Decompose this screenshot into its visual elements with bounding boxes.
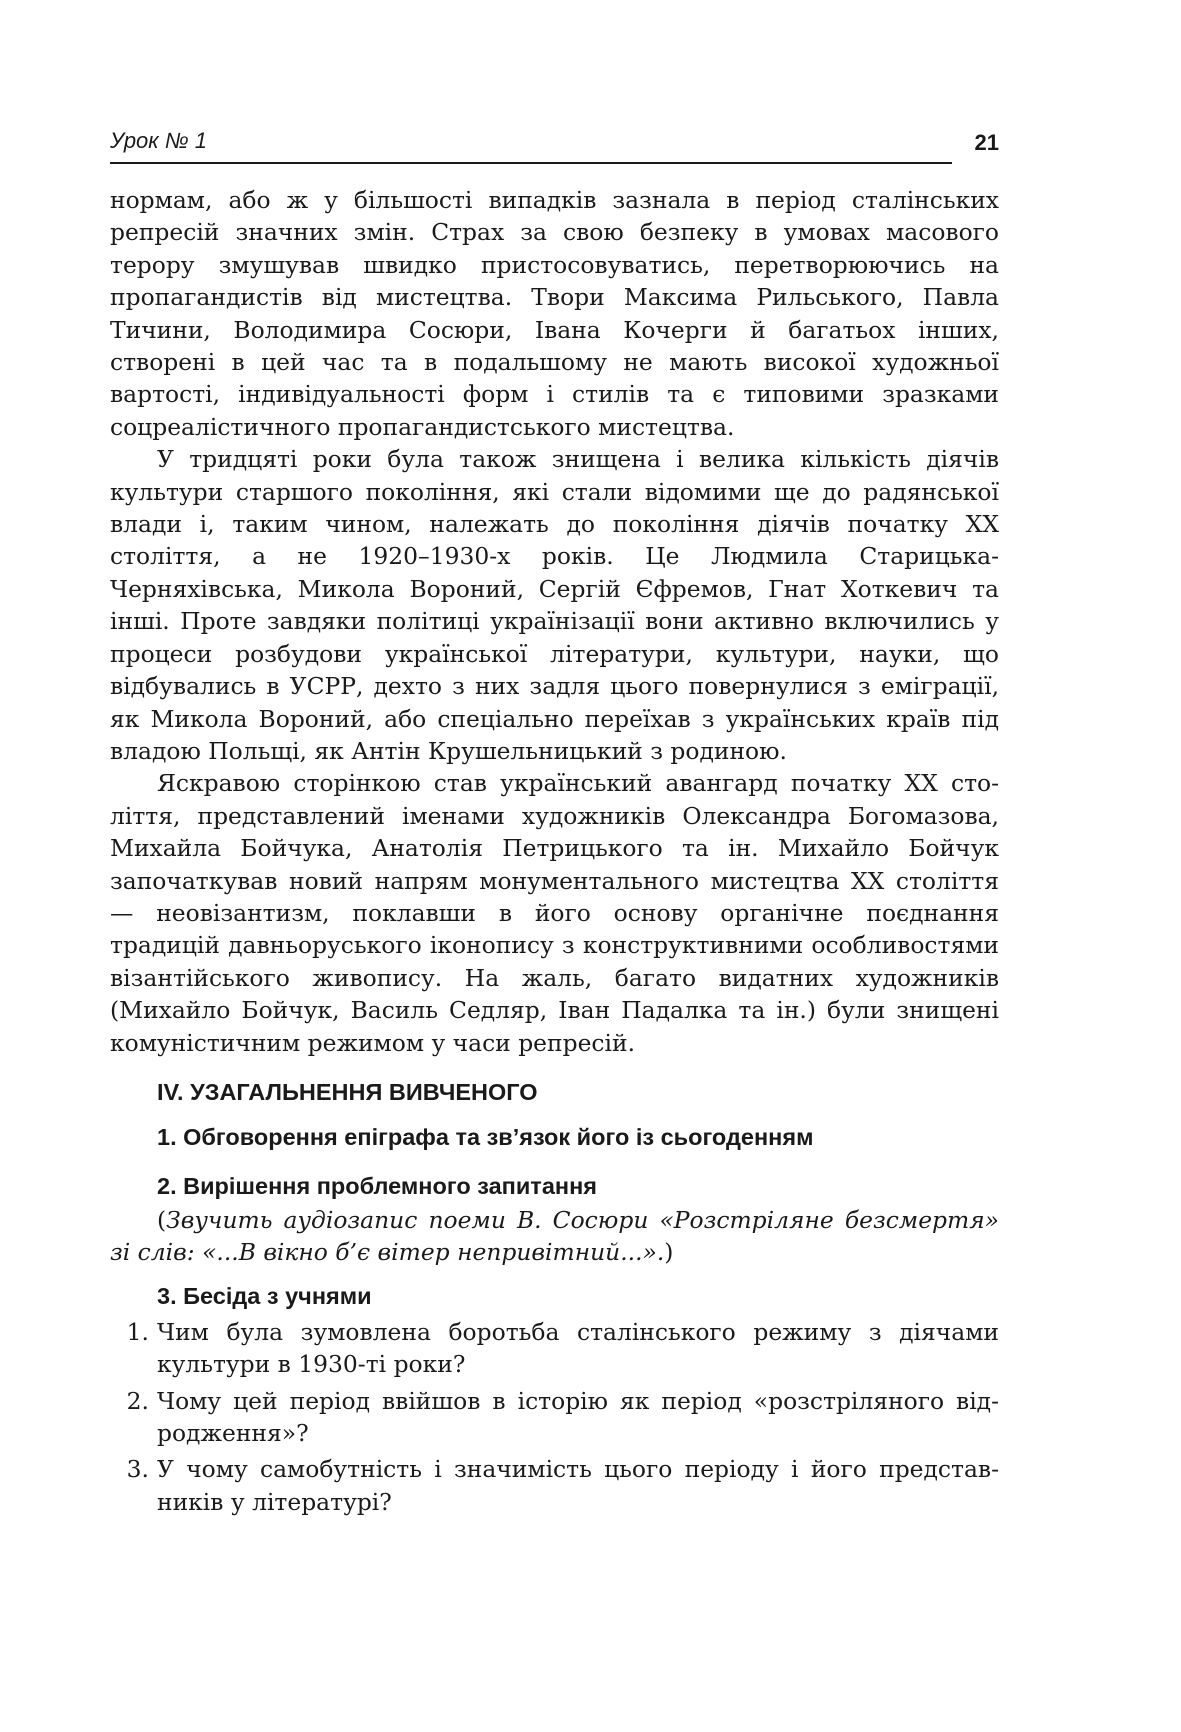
- paragraph: У тридцяті роки була також знищена і велика кількість діячів культури старшого покоління, які стали відомими ще до радянської влади і, таким чином, належать до покоління діячів початку XX століття, а не 1920–1930-х років. Це Людмила Старицька-Черняхівська, Микола Вороний, Сергій Єфремов, Гнат Хоткевич та інші. Проте завдяки політиці українізації вони активно включились у процеси розбудови української літератури, культури, науки, що відбувались в УСРР, дехто з них задля цього повернулися з еміграції, як Микола Вороний, або спеціально переїхав з українських країв під владою Польщі, як Антін Крушельницький з родиною.: [110, 445, 999, 765]
- note-close-paren: ): [664, 1238, 674, 1267]
- paragraph: Яскравою сторінкою став український авангард початку XX століття, представлений іменами художників Олександра Богомазова, Михайла Бойчука, Анатолія Петрицького та ін. Михайло Бойчук започаткував новий напрям монументального мистецтва XX століття — неовізантизм, поклавши в його основу органічне поєднання традицій давньоруського іконопису з конструктивними особливостями візантійського живопису. На жаль, багато видатних художників (Михайло Бойчук, Василь Седляр, Іван Падалка та ін.) були знищені комуністичним режимом у часи репресій.: [110, 769, 999, 1057]
- list-item: [110, 1316, 999, 1381]
- list-item: [110, 1453, 999, 1518]
- stage-direction: [110, 1204, 999, 1269]
- page-number: 21: [974, 130, 999, 155]
- list-item: [110, 1385, 999, 1450]
- lesson-title: Урок № 1: [110, 128, 952, 164]
- subsection-heading: 1. Обговорення епіграфа та зв’язок його із сьогоденням: [157, 1123, 814, 1150]
- question-text: Чим була зумовлена боротьба сталінського режиму з діячами культури в 1930-ті роки?: [157, 1317, 999, 1379]
- running-header: [110, 128, 999, 170]
- page: [110, 128, 999, 1522]
- paragraph: нормам, або ж у більшості випадків зазнала в період сталінських репресій значних змін. Страх за свою безпеку в умовах масового терору змушував швидко пристосовуватись, перетворюючись на пропагандистів від мистецтва. Твори Максима Рильського, Павла Тичини, Володимира Сосюри, Івана Кочерги й багатьох інших, створені в цей час та в подальшому не мають високої художньої вартості, індивідуальності форм і стилів та є типовими зразками соцреалістичного пропагандистського мистецтва.: [110, 186, 999, 441]
- note-italic-text: Звучить аудіозапис поеми В. Сосюри «Розстріляне безсмертя» зі слів: «...В вікно б’є вітер непривітний...».: [110, 1205, 999, 1267]
- question-number: 1.: [126, 1317, 149, 1346]
- question-text: У чому самобутність і значимість цього періоду і його представників у літературі?: [157, 1455, 999, 1516]
- question-number: 3.: [126, 1455, 149, 1484]
- subsection-heading: 3. Бесіда з учнями: [157, 1282, 372, 1309]
- body-text: [110, 184, 999, 1059]
- question-text: Чому цей період ввійшов в історію як період «розстріляного відродження»?: [157, 1386, 999, 1447]
- subsection-heading: 2. Вирішення проблемного запитання: [157, 1172, 597, 1199]
- section-heading: IV. УЗАГАЛЬНЕННЯ ВИВЧЕНОГО: [157, 1078, 538, 1105]
- question-list: [110, 1316, 999, 1518]
- question-number: 2.: [126, 1386, 149, 1415]
- note-open-paren: (: [157, 1205, 167, 1234]
